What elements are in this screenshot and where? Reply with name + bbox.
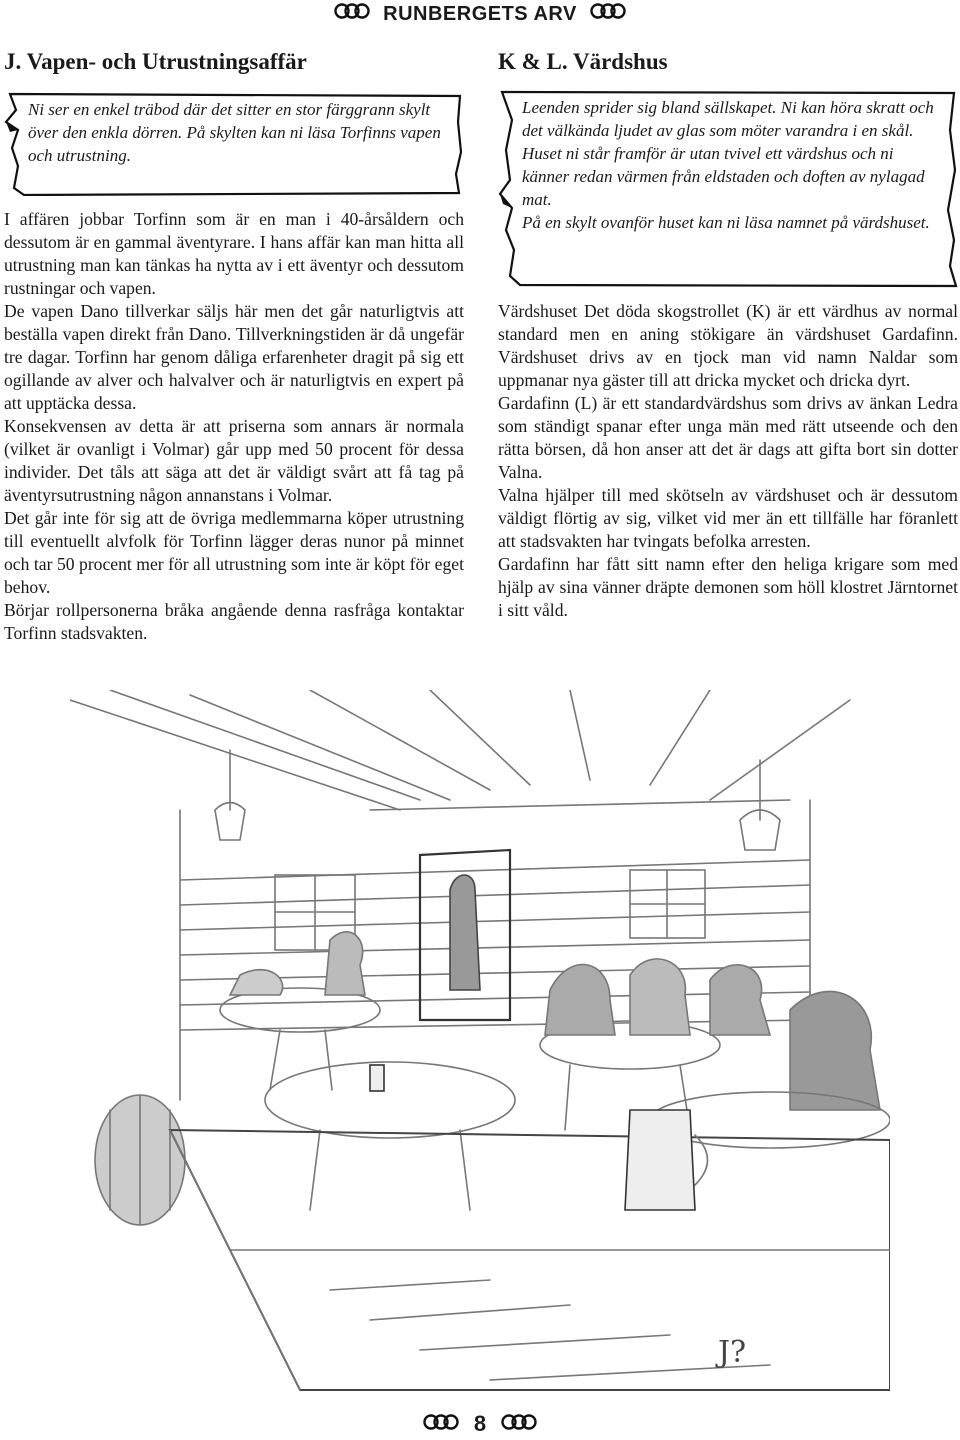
header-title: RUNBERGETS ARV [383, 2, 577, 25]
paragraph: Gardafinn har fått sitt namn efter den heliga krigare som med hjälp av sina vänner dräpte demonen som höll klostret Järntornet i sitt våld. [498, 553, 958, 620]
celtic-knot-icon [500, 1411, 538, 1437]
read-aloud-box [498, 90, 958, 288]
paragraph: Det går inte för sig att de övriga medlemmarna köper utrustning till eventuellt alvfolk för Torfinn lägger deras nunor på minnet och tar 50 procent mer för all utrustning som inte är köpt för eget behov. [4, 507, 464, 597]
tavern-sketch-image [70, 690, 890, 1400]
paragraph: Konsekvensen av detta är att priserna som annars är normala (vilket är ovanligt i Volmar) går upp med 50 procent för dessa individer. Det tåls att säga att det är väldigt svårt att få tag på äventyrsutrustning någon annanstans i Volmar. [4, 415, 464, 505]
paragraph: Börjar rollpersonerna bråka angående denna rasfråga kontaktar Torfinn stadsvakten. [4, 599, 464, 643]
paragraph: Värdshuset Det döda skogstrollet (K) är ett värdhus av normal standard men en aning stökigare än värdshuset Gardafinn. Värdshuset drivs av en tjock man vid namn Naldar som uppmanar nya gäster till att dricka mycket och dricka dyrt. [498, 300, 958, 390]
box-text: Ni ser en enkel träbod där det sitter en stor färggrann skylt över den enkla dörren. På skylten kan ni läsa Torfinns vapen och utrustning. [28, 99, 441, 165]
celtic-knot-icon [422, 1411, 460, 1437]
page-header [0, 2, 960, 28]
box-line: Leenden sprider sig bland sällskapet. Ni kan höra skratt och det välkända ljudet av glas som möter varandra i en skål. [522, 97, 934, 140]
paragraph: Valna hjälper till med skötseln av värdshuset och är dessutom väldigt flörtig av sig, vilket vid mer än ett tillfälle har föranlett att stadsvakten har tvingats befolka arresten. [498, 484, 958, 551]
page-footer [0, 1410, 960, 1437]
paragraph: I affären jobbar Torfinn som är en man i 40-årsåldern och dessutom är en gammal äventyrare. I hans affär kan man hitta all utrustning man kan tänkas ha nytta av i ett äventyr och dessutom rustningar och vapen. [4, 208, 464, 298]
right-body [498, 300, 958, 622]
section-heading-j: J. Vapen- och Utrustningsaffär [4, 49, 307, 74]
read-aloud-box [4, 92, 464, 196]
celtic-knot-icon [333, 2, 371, 26]
paragraph: Gardafinn (L) är ett standardvärdshus som drivs av änkan Ledra som ständigt spanar efter unga män med rätt utseende och den rätta börsen, då hon anser att det är dags att gifta bort sin dotter Valna. [498, 392, 958, 482]
box-line: Huset ni står framför är utan tvivel ett värdshus och ni känner redan värmen från eldstaden och doften av nylagad mat. [522, 143, 925, 209]
artist-signature: J? [718, 1335, 747, 1370]
left-column [4, 48, 464, 645]
box-line: På en skylt ovanför huset kan ni läsa namnet på värdshuset. [522, 212, 930, 232]
left-body [4, 208, 464, 645]
right-column [498, 48, 958, 622]
section-heading-kl: K & L. Värdshus [498, 49, 668, 74]
page-number: 8 [473, 1411, 487, 1437]
paragraph: De vapen Dano tillverkar säljs här men det går naturligtvis att beställa vapen direkt från Dano. Tillverkningstiden är då ungefär tre dagar. Torfinn har genom dåliga erfarenheter dragit på sig ett ogillande av alver och halvalver och är naturligtvis en expert på att upptäcka dessa. [4, 300, 464, 413]
celtic-knot-icon [589, 2, 627, 26]
